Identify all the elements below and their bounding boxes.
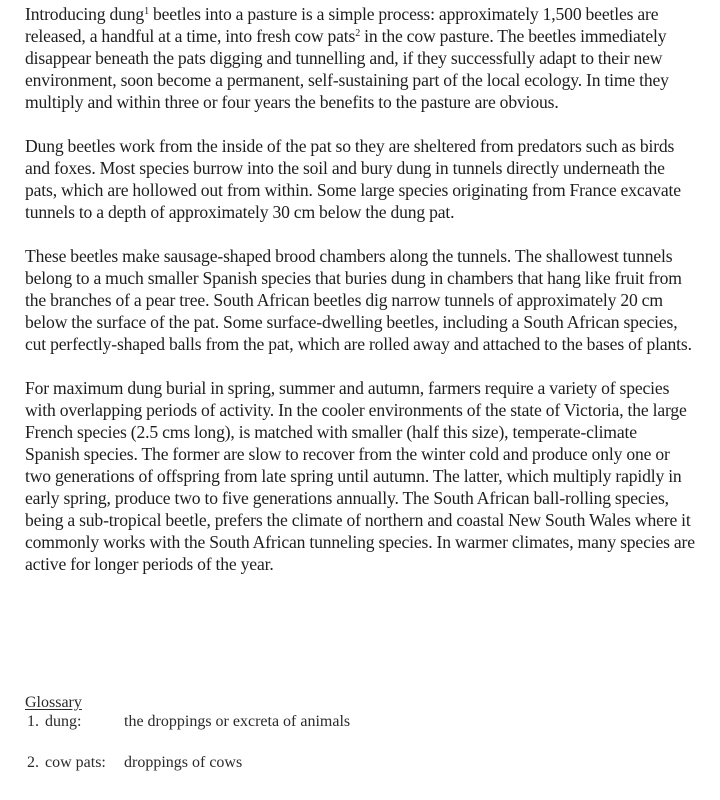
footnote-marker-1: 1 [144,6,149,17]
glossary-item-number: 1. [27,713,39,730]
footnote-marker-2: 2 [355,28,361,39]
glossary-title: Glossary [25,694,82,711]
glossary [25,693,350,773]
paragraph-species-activity: For maximum dung burial in spring, summer and autumn, farmers require a variety of species with overlapping periods of activity. In the cooler environments of the state of Victoria, the large French species (2.5 cms long), is matched with smaller (half this size), temperate-climate Spanish species. The former are slow to recover from the winter cold and produce only one or two generations of offspring from late spring until autumn. The latter, which multiply rapidly in early spring, produce two to five generations annually. The South African ball-rolling species, being a sub-tropical beetle, prefers the climate of northern and coastal New South Wales where it commonly works with the South African tunneling species. In warmer climates, many species are active for longer periods of the year. [25,378,695,574]
paragraph-burrowing: Dung beetles work from the inside of the pat so they are sheltered from predators such as birds and foxes. Most species burrow into the soil and bury dung in tunnels directly underneath the pats, which are hollowed out from within. Some large species originating from France excavate tunnels to a depth of approximately 30 cm below the dung pat. [25,136,681,222]
glossary-item-number: 2. [27,754,39,771]
paragraph-text: Introducing dung [25,4,145,24]
glossary-item-dung [25,712,350,732]
glossary-item-term: dung: [45,713,82,730]
paragraph-brood-chambers: These beetles make sausage-shaped brood chambers along the tunnels. The shallowest tunnels belong to a much smaller Spanish species that buries dung in chambers that hang like fruit from the branches of a pear tree. South African beetles dig narrow tunnels of approximately 20 cm below the surface of the pat. Some surface-dwelling beetles, including a South African species, cut perfectly-shaped balls from the pat, which are rolled away and attached to the bases of plants. [25,246,692,354]
glossary-item-definition: droppings of cows [124,754,243,771]
paragraph-text: beetles into a pasture is a simple process: approximately 1,500 beetles are released, a handful at a time, into fresh cow pats [25,4,659,46]
document-body [25,3,695,597]
glossary-item-cow-pats [25,753,350,773]
glossary-item-term: cow pats: [45,754,106,771]
paragraph-introduction [25,3,695,113]
paragraph-text: in the cow pasture. The beetles immediately disappear beneath the pats digging and tunnelling and, if they successfully adapt to their new environment, soon become a permanent, self-sustaining part of the local ecology. In time they multiply and within three or four years the benefits to the pasture are obvious. [25,26,669,112]
glossary-item-definition: the droppings or excreta of animals [124,713,351,730]
